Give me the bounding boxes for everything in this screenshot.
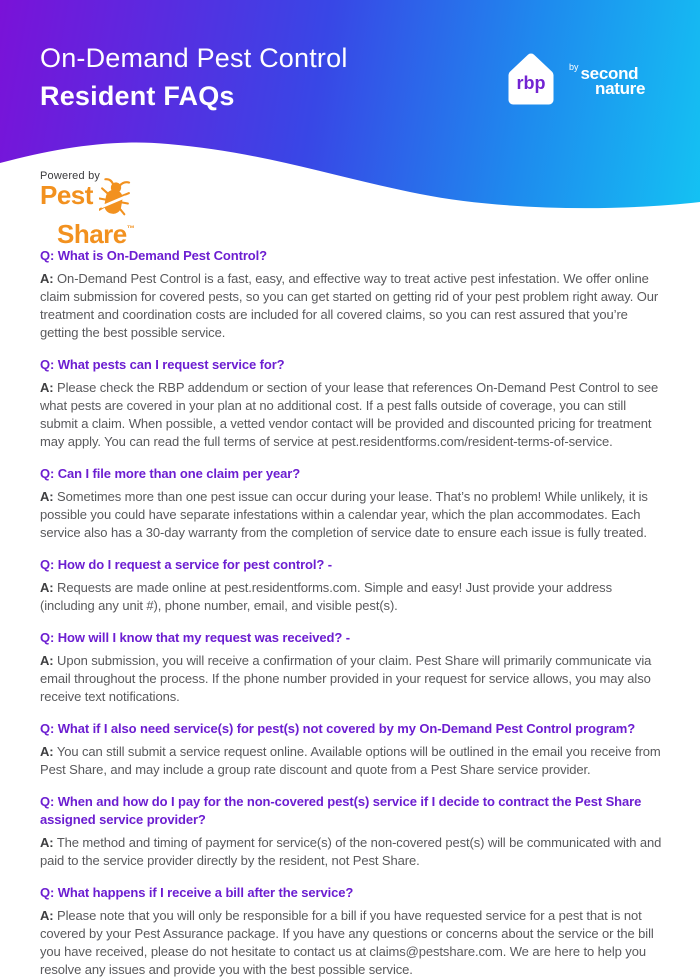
answer-text: Sometimes more than one pest issue can occur during your lease. That’s no problem! While unlikely, it is possible you could have separate infestations within a calendar year, which the plan accommodates. Each service also has a 30-day warranty from the completion of service date to ensure each issue is fully treated. xyxy=(40,489,648,540)
answer-prefix: A: xyxy=(40,744,54,759)
faq-item xyxy=(40,356,662,451)
title-line2: Resident FAQs xyxy=(40,81,235,111)
faq-answer xyxy=(40,834,662,870)
faq-question: Q: What is On-Demand Pest Control? xyxy=(40,248,267,263)
pest-share-logo xyxy=(40,170,135,248)
faq-item xyxy=(40,720,662,779)
pest-wordmark: Pest xyxy=(40,180,93,210)
faq-answer xyxy=(40,907,662,979)
answer-text: Requests are made online at pest.residentforms.com. Simple and easy! Just provide your address (including any unit #), phone number, email, and visible pest(s). xyxy=(40,580,612,613)
title-line1: On-Demand Pest Control xyxy=(40,43,348,73)
faq-question: Q: What happens if I receive a bill after the service? xyxy=(40,885,354,900)
faq-answer xyxy=(40,379,662,451)
faq-question: Q: Can I file more than one claim per year? xyxy=(40,466,301,481)
by-label: by xyxy=(569,62,579,72)
faq-question: Q: What pests can I request service for? xyxy=(40,357,285,372)
answer-text: You can still submit a service request online. Available options will be outlined in the email you receive from Pest Share, and may include a group rate discount and quote from a Pest Share service provider. xyxy=(40,744,661,777)
faq-list xyxy=(0,236,700,979)
faq-item xyxy=(40,556,662,615)
faq-question: Q: When and how do I pay for the non-covered pest(s) service if I decide to contract the Pest Share assigned service provider? xyxy=(40,794,642,827)
rbp-house-icon xyxy=(502,48,560,112)
faq-answer xyxy=(40,579,662,615)
faq-answer xyxy=(40,270,662,342)
answer-text: Please note that you will only be responsible for a bill if you have requested service for a pest that is not covered by your Pest Assurance package. If you have any questions or concerns about the service or the bill you have received, please do not hesitate to contact us at claims@pestshare.com. We are here to help you resolve any issues and provide you with the best possible service. xyxy=(40,908,654,977)
answer-prefix: A: xyxy=(40,380,54,395)
faq-item xyxy=(40,247,662,342)
answer-prefix: A: xyxy=(40,580,54,595)
rbp-house-logo xyxy=(502,48,560,112)
faq-item xyxy=(40,793,662,870)
faq-answer xyxy=(40,652,662,706)
faq-question: Q: What if I also need service(s) for pest(s) not covered by my On-Demand Pest Control program? xyxy=(40,721,636,736)
brand-word-second: second xyxy=(580,64,639,83)
faq-item xyxy=(40,629,662,706)
rbp-second-nature-logo xyxy=(502,48,645,112)
answer-prefix: A: xyxy=(40,653,54,668)
answer-prefix: A: xyxy=(40,908,54,923)
answer-text: Please check the RBP addendum or section of your lease that references On-Demand Pest Control to see what pests are covered in your plan at no additional cost. If a pest falls outside of coverage, you can still submit a claim. When possible, a vetted vendor contact will be provided and discounted pricing for treatment may apply. You can read the full terms of service at pest.residentforms.com/resident-terms-of-service. xyxy=(40,380,659,449)
faq-item xyxy=(40,884,662,979)
faq-question: Q: How will I know that my request was received? - xyxy=(40,630,350,645)
pest-bug-icon xyxy=(99,177,131,224)
answer-prefix: A: xyxy=(40,489,54,504)
page-title xyxy=(40,42,348,112)
answer-text: On-Demand Pest Control is a fast, easy, and effective way to treat active pest infestation. We offer online claim submission for covered pests, so you can get started on getting rid of your pest problem right away. Our treatment and coordination costs are included for all covered claims, so you can rest assured that you’re getting the best possible service. xyxy=(40,271,659,340)
faq-question: Q: How do I request a service for pest control? - xyxy=(40,557,332,572)
second-nature-wordmark xyxy=(569,62,646,98)
answer-text: The method and timing of payment for service(s) of the non-covered pest(s) will be communicated with and paid to the service provider directly by the resident, not Pest Share. xyxy=(40,835,662,868)
faq-answer xyxy=(40,743,662,779)
powered-by-label: Powered by xyxy=(40,170,101,182)
answer-text: Upon submission, you will receive a confirmation of your claim. Pest Share will primarily communicate via email throughout the process. If the phone number provided in your request for service allows, you may also receive text notifications. xyxy=(40,653,652,704)
brand-word-nature: nature xyxy=(595,79,646,98)
faq-item xyxy=(40,465,662,542)
answer-prefix: A: xyxy=(40,835,54,850)
faq-answer xyxy=(40,488,662,542)
share-wordmark: Share xyxy=(57,219,127,249)
rbp-monogram: rbp xyxy=(516,73,546,93)
trademark-symbol: ™ xyxy=(126,224,135,233)
answer-prefix: A: xyxy=(40,271,54,286)
